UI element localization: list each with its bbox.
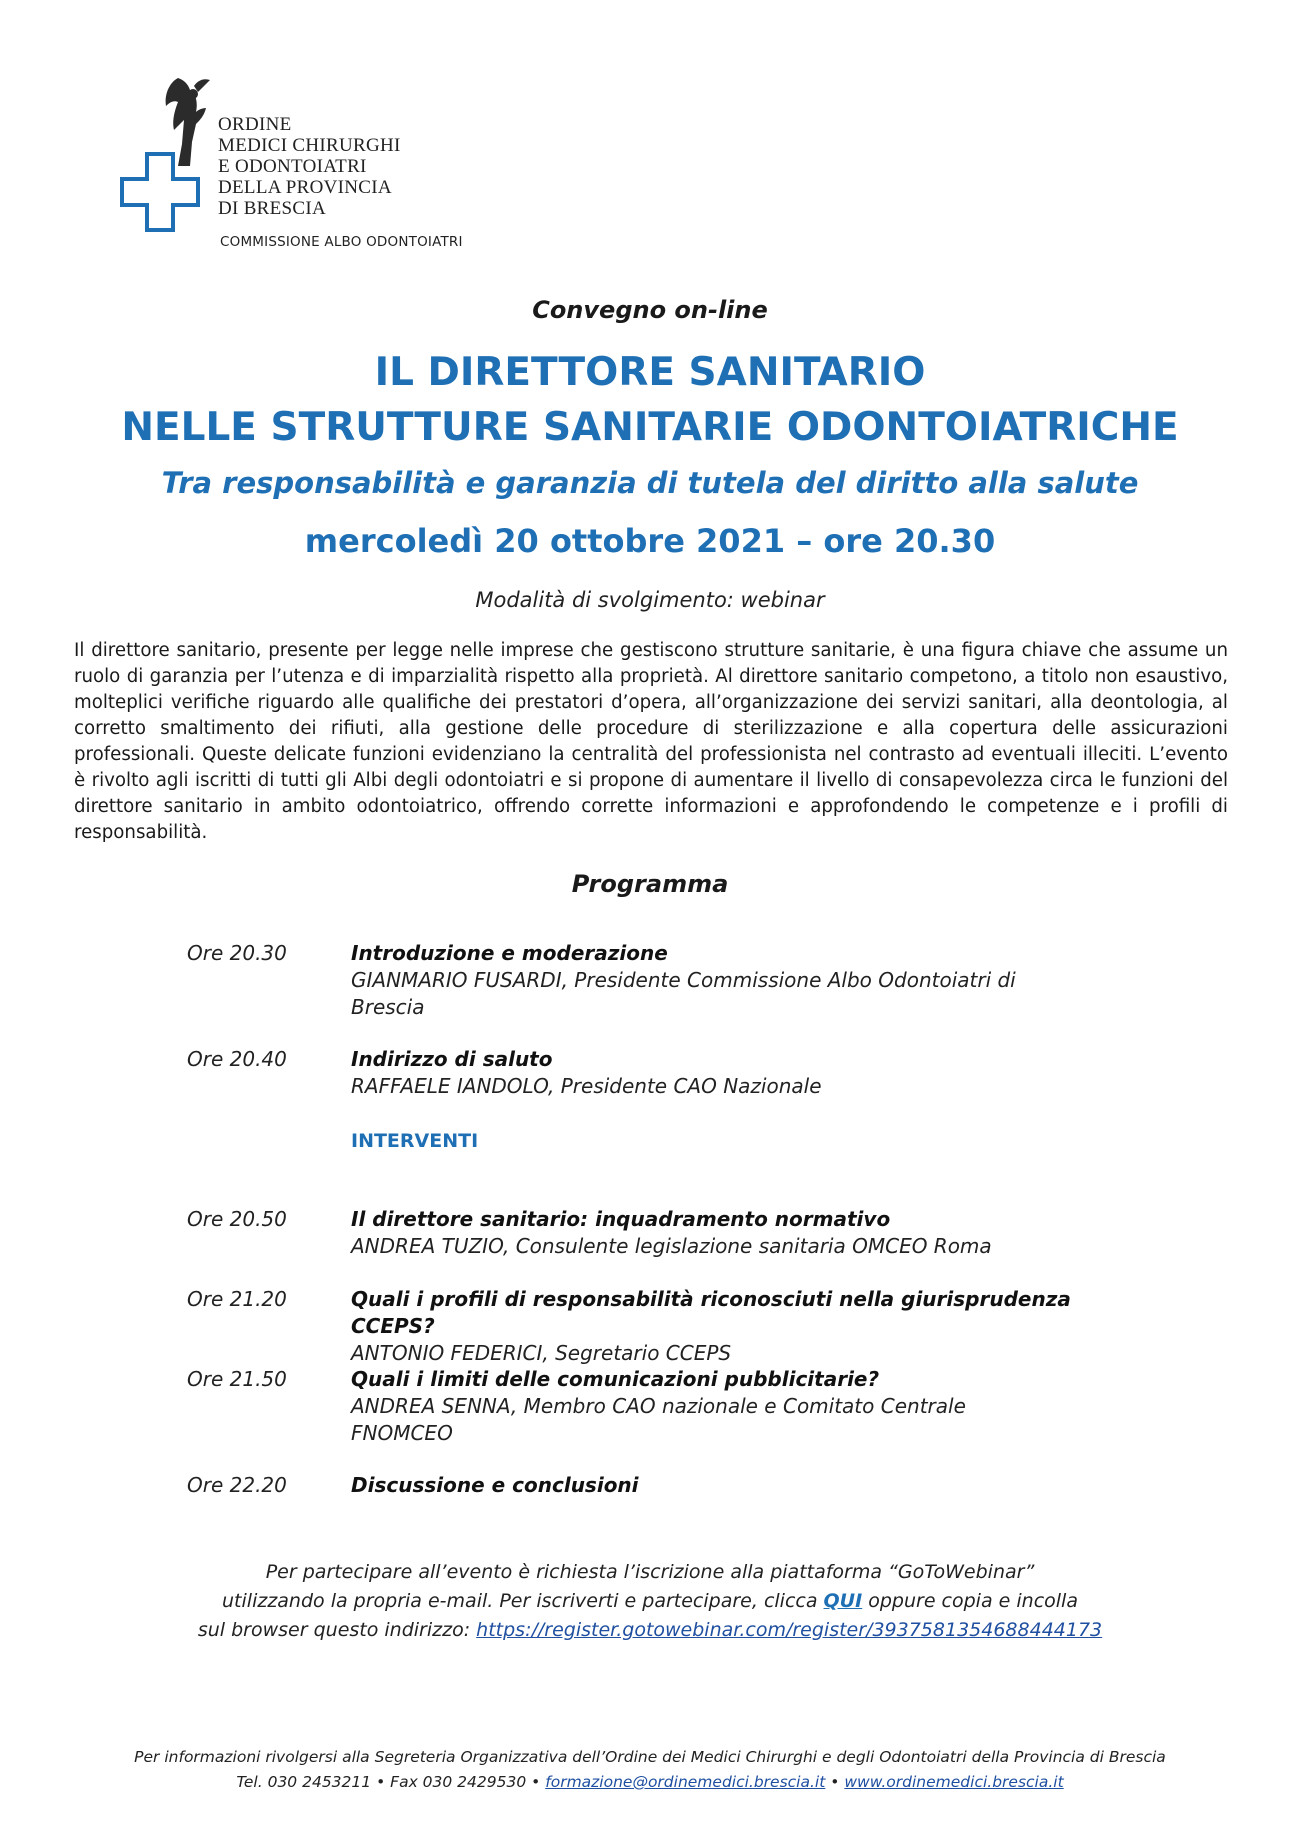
event-title-line1: IL DIRETTORE SANITARIO [374, 350, 926, 395]
org-line: DELLA PROVINCIA [218, 177, 392, 198]
footer-email-link[interactable]: formazione@ordinemedici.brescia.it [545, 1773, 826, 1791]
registration-line2-post: oppure copia e incolla [862, 1590, 1078, 1612]
footer-tel: Tel. 030 2453211 [236, 1773, 372, 1791]
registration-line3 [0, 1616, 1300, 1645]
footer-separator: • [376, 1773, 386, 1791]
footer-fax: Fax 030 2429530 [390, 1773, 527, 1791]
program-title: Programma [571, 870, 729, 898]
registration-line2 [0, 1587, 1300, 1616]
program-topic: Quali i limiti delle comunicazioni pubblicitarie? [351, 1367, 880, 1391]
program-speaker: ANTONIO FEDERICI, Segretario CCEPS [351, 1341, 732, 1365]
footer-info-line: Per informazioni rivolgersi alla Segreteria Organizzativa dell’Ordine dei Medici Chirurghi e degli Odontoiatri della Provincia di Brescia [134, 1748, 1166, 1766]
program-topic: Il direttore sanitario: inquadramento normativo [351, 1207, 891, 1231]
organization-logo [120, 72, 540, 262]
program-time: Ore 20.30 [187, 941, 287, 965]
org-line: MEDICI CHIRURGHI [218, 135, 401, 156]
organization-name [218, 114, 401, 219]
registration-line3-pre: sul browser questo indirizzo: [197, 1619, 477, 1641]
program-time: Ore 22.20 [187, 1473, 287, 1497]
intro-paragraph: Il direttore sanitario, presente per legge nelle imprese che gestiscono strutture sanitarie, è una figura chiave che assume un ruolo di garanzia per l’utenza e di imparzialità rispetto alla proprietà. Al direttore sanitario competono, a titolo non esaustivo, molteplici verifiche riguardo alle qualifiche dei prestatori d’opera, all’organizzazione dei servizi sanitari, alla deontologia, al corretto smaltimento dei rifiuti, alla gestione delle procedure di sterilizzazione e alla copertura delle assicurazioni professionali. Queste delicate funzioni evidenziano la centralità del professionista nel contrasto ad eventuali illeciti. L’evento è rivolto agli iscritti di tutti gli Albi degli odontoiatri e si propone di aumentare il livello di consapevolezza circa le funzioni del direttore sanitario in ambito odontoiatrico, offrendo corrette informazioni e approfondendo le competenze e i profili di responsabilità. [74, 640, 1228, 843]
footer-separator: • [830, 1773, 840, 1791]
registration-line1: Per partecipare all’evento è richiesta l’iscrizione alla piattaforma “GoToWebinar” [265, 1561, 1035, 1583]
event-subtitle: Tra responsabilità e garanzia di tutela del diritto alla salute [161, 466, 1139, 500]
program-speaker: ANDREA TUZIO, Consulente legislazione sanitaria OMCEO Roma [351, 1234, 992, 1258]
blue-cross-icon [120, 152, 200, 232]
program-topic: Discussione e conclusioni [351, 1473, 639, 1497]
program-speaker: RAFFAELE IANDOLO, Presidente CAO Nazionale [351, 1074, 822, 1098]
registration-info [0, 1558, 1300, 1645]
event-title-line2: NELLE STRUTTURE SANITARIE ODONTOIATRICHE [121, 405, 1179, 450]
registration-url-link[interactable]: https://register.gotowebinar.com/register/3937581354688444173 [476, 1619, 1103, 1641]
footer-contact-line [0, 1770, 1300, 1795]
org-line: E ODONTOIATRI [218, 156, 367, 177]
program-topic: Introduzione e moderazione [351, 941, 668, 965]
event-date: mercoledì 20 ottobre 2021 – ore 20.30 [304, 522, 996, 560]
program-topic: Indirizzo di saluto [351, 1047, 553, 1071]
program-speaker: ANDREA SENNA, Membro CAO nazionale e Comitato Centrale FNOMCEO [351, 1394, 966, 1445]
program-time: Ore 20.50 [187, 1207, 287, 1231]
org-line: DI BRESCIA [218, 198, 327, 219]
commission-name: COMMISSIONE ALBO ODONTOIATRI [220, 234, 463, 250]
program-time: Ore 20.40 [187, 1047, 287, 1071]
section-interventi: INTERVENTI [351, 1130, 479, 1152]
event-kicker: Convegno on-line [532, 296, 768, 324]
footer-separator: • [531, 1773, 541, 1791]
program-topic: Quali i profili di responsabilità riconosciuti nella giurisprudenza CCEPS? [351, 1287, 1071, 1338]
event-mode: Modalità di svolgimento: webinar [475, 588, 825, 612]
registration-line2-pre: utilizzando la propria e-mail. Per iscriverti e partecipare, clicca [222, 1590, 824, 1612]
program-speaker: GIANMARIO FUSARDI, Presidente Commissione Albo Odontoiatri di Brescia [351, 968, 1016, 1019]
program-time: Ore 21.50 [187, 1367, 287, 1391]
program-time: Ore 21.20 [187, 1287, 287, 1311]
footer-website-link[interactable]: www.ordinemedici.brescia.it [844, 1773, 1064, 1791]
qui-link[interactable]: QUI [823, 1590, 863, 1612]
org-line: ORDINE [218, 114, 292, 135]
footer [0, 1745, 1300, 1795]
